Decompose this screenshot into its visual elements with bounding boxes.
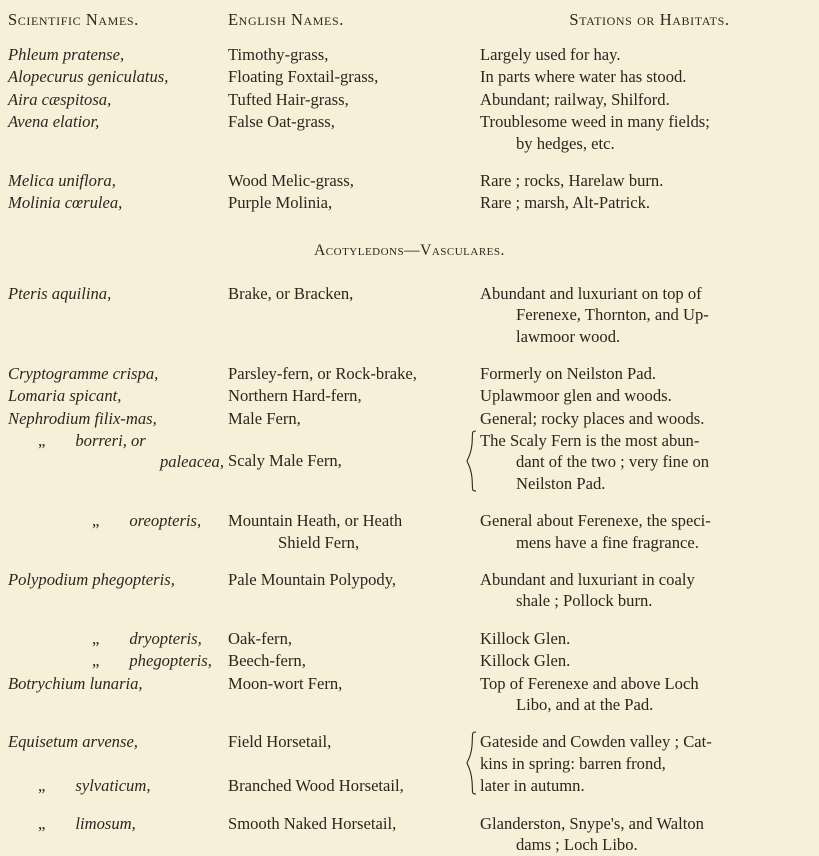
station-line-2: Libo, and at the Pad.	[516, 694, 654, 714]
ditto-mark: „	[38, 431, 46, 451]
table-row	[0, 408, 819, 430]
station-line-1: Abundant and luxuriant on top of	[480, 283, 702, 303]
station-habitat	[480, 731, 819, 775]
station-habitat	[480, 569, 819, 613]
scientific-name-text: phegopteris,	[129, 651, 212, 671]
table-row	[0, 569, 819, 613]
station-line-2: mens have a fine fragrance.	[516, 532, 699, 552]
ditto-mark: „	[92, 628, 100, 648]
english-name: Male Fern,	[228, 408, 301, 428]
curly-brace-icon	[466, 731, 478, 775]
station-habitat: Largely used for hay.	[480, 45, 621, 64]
ditto-mark: „	[92, 651, 100, 671]
scientific-name: Phleum pratense,	[8, 45, 125, 64]
station-line-3: lawmoor wood.	[516, 326, 621, 346]
english-name: False Oat-grass,	[228, 112, 335, 132]
ditto-mark: „	[38, 776, 46, 796]
column-header-stations-habitats: Stations or Habitats.	[569, 10, 730, 29]
station-line-1: General about Ferenexe, the speci-	[480, 511, 711, 531]
station-line-2: shale ; Pollock burn.	[516, 591, 653, 611]
english-name: Purple Molinia,	[228, 193, 333, 213]
scientific-name-text: sylvaticum,	[75, 776, 151, 796]
table-row	[0, 170, 819, 192]
row-spacer	[0, 613, 819, 628]
english-name: Moon-wort Fern,	[228, 673, 343, 693]
scientific-name-text: oreopteris,	[129, 511, 202, 531]
row-spacer	[0, 798, 819, 813]
table-row	[0, 89, 819, 111]
station-habitat: Rare ; marsh, Alt-Patrick.	[480, 193, 651, 213]
table-row	[0, 385, 819, 407]
scientific-name: Lomaria spicant,	[8, 386, 122, 406]
station-habitat: later in autumn.	[480, 776, 585, 796]
scientific-name: Avena elatior,	[8, 112, 100, 132]
section-heading-row	[0, 215, 819, 283]
column-header-english-names: English Names.	[228, 10, 344, 29]
table-row	[0, 650, 819, 672]
english-name: Tufted Hair-grass,	[228, 89, 349, 109]
table-row-braced	[0, 430, 819, 495]
scientific-name-text: borreri, or	[75, 431, 146, 451]
station-line-2: dams ; Loch Libo.	[516, 834, 638, 854]
table-body-acotyledons	[0, 283, 819, 856]
scientific-name: Polypodium phegopteris,	[8, 570, 175, 590]
table-body-grasses	[0, 44, 819, 283]
scientific-name	[0, 813, 228, 856]
table-row	[0, 283, 819, 348]
row-spacer	[0, 716, 819, 731]
row-spacer	[0, 495, 819, 510]
scientific-name: Nephrodium filix-mas,	[8, 408, 157, 428]
scientific-name	[0, 775, 228, 797]
scientific-name: Aira cæspitosa,	[8, 89, 112, 109]
english-name-line-2: Shield Fern,	[278, 532, 360, 552]
scientific-name	[0, 430, 228, 495]
scientific-name: Alopecurus geniculatus,	[8, 67, 169, 87]
station-line-1: Troublesome weed in many fields;	[480, 112, 710, 132]
station-line-2: dant of the two ; very fine on	[516, 452, 710, 472]
table-row-braced	[0, 731, 819, 775]
row-spacer	[0, 348, 819, 363]
table-row	[0, 510, 819, 554]
scientific-name	[0, 628, 228, 650]
table-row	[0, 111, 819, 155]
station-habitat: In parts where water has stood.	[480, 67, 687, 87]
english-name-line-1: Mountain Heath, or Heath	[228, 511, 403, 531]
station-line-1: Top of Ferenexe and above Loch	[480, 673, 699, 693]
station-habitat: Killock Glen.	[480, 628, 571, 648]
english-name: Oak-fern,	[228, 628, 293, 648]
scientific-name: Melica uniflora,	[8, 170, 116, 190]
english-name	[228, 510, 480, 554]
english-name: Floating Foxtail-grass,	[228, 67, 379, 87]
table-row	[0, 775, 819, 797]
scientific-name: Equisetum arvense,	[8, 732, 138, 752]
curly-brace-icon	[466, 430, 478, 495]
ditto-mark: „	[92, 511, 100, 531]
station-line-3: Neilston Pad.	[516, 473, 606, 493]
station-habitat: Rare ; rocks, Harelaw burn.	[480, 170, 664, 190]
station-habitat: General; rocky places and woods.	[480, 408, 705, 428]
scientific-name	[0, 650, 228, 672]
scientific-name-text: dryopteris,	[129, 628, 202, 648]
station-line-1: The Scaly Fern is the most abun-	[480, 431, 700, 451]
section-heading: Acotyledons—Vasculares.	[314, 241, 505, 259]
station-habitat	[480, 673, 819, 717]
table-row	[0, 363, 819, 385]
english-name: Branched Wood Horsetail,	[228, 776, 404, 796]
station-line-2: by hedges, etc.	[516, 133, 615, 153]
row-spacer	[0, 155, 819, 170]
scientific-name	[0, 510, 228, 554]
station-habitat	[480, 283, 819, 348]
english-name: Wood Melic-grass,	[228, 170, 354, 190]
english-name: Brake, or Bracken,	[228, 283, 354, 303]
station-habitat	[480, 430, 819, 495]
english-name: Parsley-fern, or Rock-brake,	[228, 363, 417, 383]
english-name: Northern Hard-fern,	[228, 386, 362, 406]
station-line-2: kins in spring: barren frond,	[480, 753, 666, 773]
station-line-2: Ferenexe, Thornton, and Up-	[516, 305, 709, 325]
english-name: Pale Mountain Polypody,	[228, 570, 397, 590]
row-spacer	[0, 554, 819, 569]
table-row	[0, 813, 819, 856]
station-line-1: Gateside and Cowden valley ; Cat-	[480, 732, 712, 752]
scientific-name: Pteris aquilina,	[8, 283, 112, 303]
station-habitat: Formerly on Neilston Pad.	[480, 363, 657, 383]
station-line-1: Abundant and luxuriant in coaly	[480, 570, 695, 590]
english-name: Beech-fern,	[228, 651, 306, 671]
station-habitat: Uplawmoor glen and woods.	[480, 386, 672, 406]
table-row	[0, 673, 819, 717]
english-name: Timothy-grass,	[228, 45, 329, 64]
station-habitat: Abundant; railway, Shilford.	[480, 89, 670, 109]
station-habitat: Killock Glen.	[480, 651, 571, 671]
scientific-name: Molinia cœrulea,	[8, 193, 123, 213]
table-row	[0, 44, 819, 66]
table-row	[0, 66, 819, 88]
station-habitat	[480, 111, 819, 155]
english-name: Field Horsetail,	[228, 732, 332, 752]
english-name: Scaly Male Fern,	[228, 451, 342, 471]
column-header-scientific-names: Scientific Names.	[8, 10, 139, 29]
table-row	[0, 628, 819, 650]
table-row	[0, 192, 819, 214]
table-header	[0, 0, 819, 44]
station-line-1: Glanderston, Snype's, and Walton	[480, 813, 704, 833]
scientific-name-text: limosum,	[75, 813, 136, 833]
scientific-name: Cryptogramme crispa,	[8, 363, 159, 383]
scientific-name-line-2: paleacea,	[159, 452, 224, 472]
english-name: Smooth Naked Horsetail,	[228, 813, 397, 833]
station-habitat	[480, 510, 819, 554]
scientific-name: Botrychium lunaria,	[8, 673, 143, 693]
ditto-mark: „	[38, 813, 46, 833]
station-habitat	[480, 813, 819, 856]
